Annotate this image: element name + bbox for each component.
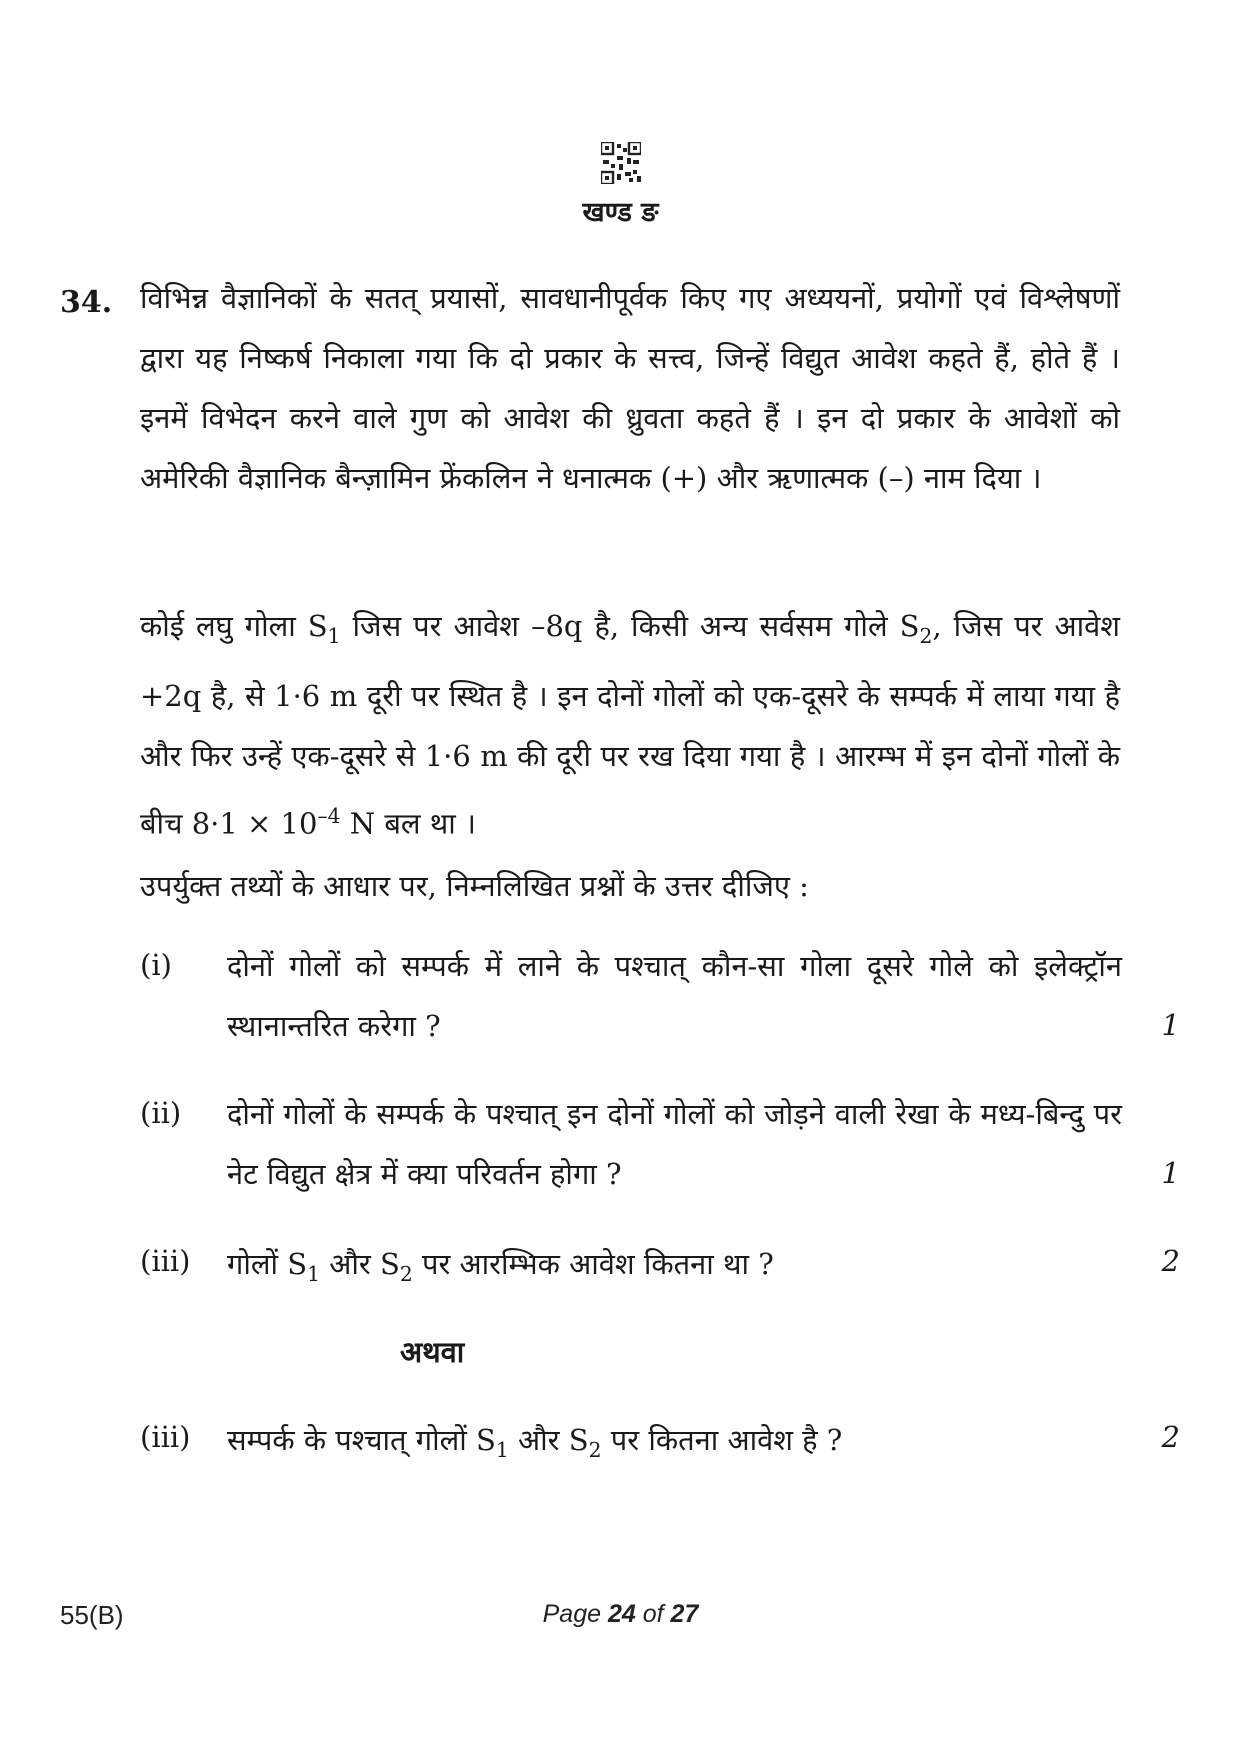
or-label: अथवा (400, 1335, 465, 1369)
subquestion-marks: 1 (1161, 1156, 1180, 1190)
subquestion-marks: 2 (1161, 1420, 1180, 1454)
subquestion-marks: 2 (1161, 1244, 1180, 1278)
intro-paragraph: विभिन्न वैज्ञानिकों के सतत् प्रयासों, सावधानीपूर्वक किए गए अध्ययनों, प्रयोगों एवं विश्लेषणों द्वारा यह निष्कर्ष निकाला गया कि दो प्रकार के सत्त्व, जिन्हें विद्युत आवेश कहते हैं, होते हैं । इनमें विभेदन करने वाले गुण को आवेश की ध्रुवता कहते हैं । इन दो प्रकार के आवेशों को अमेरिकी वैज्ञानिक बैन्ज़ामिन फ्रेंकलिन ने धनात्मक (+) और ऋणात्मक (–) नाम दिया । (140, 281, 1120, 495)
subquestion-text: दोनों गोलों को सम्पर्क में लाने के पश्चात् कौन-सा गोला दूसरे गोले को इलेक्ट्रॉन स्थानान्तरित करेगा ? (227, 949, 1122, 1043)
question-number: 34. (60, 285, 113, 320)
problem-paragraph: कोई लघु गोला $S_1$ जिस पर आवेश –8q है, किसी अन्य सर्वसम गोले $S_2$, जिस पर आवेश +2q है, से 1·6 m दूरी पर स्थित है । इन दोनों गोलों को एक-दूसरे के सम्पर्क में लाया गया है और फिर उन्हें एक-दूसरे से 1·6 m की दूरी पर रख दिया गया है । आरम्भ में इन दोनों गोलों के बीच $8\cdot 1 \times 10^{-4}$ N बल था । (140, 609, 1120, 841)
subquestion-text: सम्पर्क के पश्चात् गोलों $S_1$ और $S_2$ पर कितना आवेश है ? (227, 1423, 843, 1462)
subquestion-text: दोनों गोलों के सम्पर्क के पश्चात् इन दोनों गोलों को जोड़ने वाली रेखा के मध्य-बिन्दु पर नेट विद्युत क्षेत्र में क्या परिवर्तन होगा ? (227, 1097, 1122, 1191)
qr-code-icon (601, 142, 641, 184)
page-number: Page 24 of 27 (542, 1600, 699, 1628)
section-title: खण्ड ङ (582, 197, 659, 228)
subquestion-marks: 1 (1161, 1008, 1180, 1042)
paper-code: 55(B) (60, 1600, 124, 1630)
subquestion-text: गोलों $S_1$ और $S_2$ पर आरम्भिक आवेश कितना था ? (227, 1247, 774, 1286)
subquestion-label: (iii) (140, 1244, 191, 1278)
subquestion-label: (i) (140, 948, 172, 982)
subquestion-label: (ii) (140, 1096, 182, 1130)
subquestion-label: (iii) (140, 1420, 191, 1454)
instruction-text: उपर्युक्त तथ्यों के आधार पर, निम्नलिखित प्रश्नों के उत्तर दीजिए : (140, 869, 809, 903)
